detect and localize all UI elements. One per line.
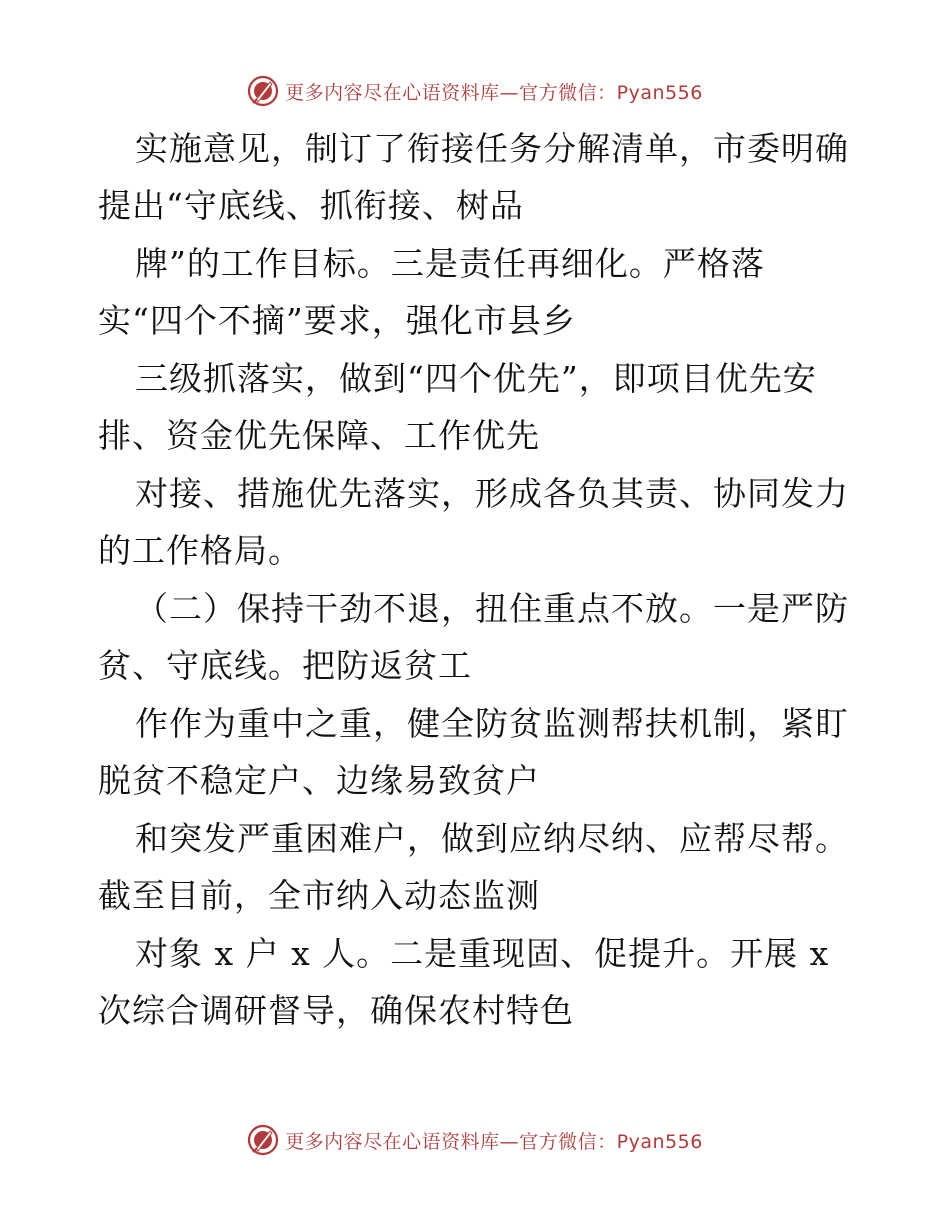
text-line: 截至目前，全市纳入动态监测 (98, 876, 540, 915)
text-line: 脱贫不稳定户、边缘易致贫户 (98, 761, 540, 800)
text-line: 的工作格局。 (98, 531, 302, 570)
text-line: 贫、守底线。把防返贫工 (98, 646, 472, 685)
text-line: 实“四个不摘”要求，强化市县乡 (98, 301, 576, 340)
text-line: 对接、措施优先落实，形成各负其责、协同发力 (135, 474, 849, 513)
text-line: 对象 x 户 x 人。二是重现固、促提升。开展 x (135, 934, 830, 973)
text-line: 牌”的工作目标。三是责任再细化。严格落 (135, 244, 765, 283)
text-line: 次综合调研督导，确保农村特色 (98, 991, 574, 1030)
text-line: 排、资金优先保障、工作优先 (98, 416, 540, 455)
text-line: 提出“守底线、抓衔接、树品 (98, 186, 524, 225)
quill-pen-logo-icon (247, 1124, 279, 1156)
watermark-text: 更多内容尽在心语资料库—官方微信：Pyan556 (285, 81, 703, 104)
text-line: 三级抓落实，做到“四个优先”，即项目优先安 (135, 359, 817, 398)
watermark-text: 更多内容尽在心语资料库—官方微信：Pyan556 (285, 1130, 703, 1153)
text-line: （二）保持干劲不退，扭住重点不放。一是严防 (135, 589, 849, 628)
footer-watermark (0, 1120, 950, 1160)
quill-pen-logo-icon (247, 75, 279, 107)
text-line: 和突发严重困难户，做到应纳尽纳、应帮尽帮。 (135, 819, 849, 858)
header-watermark (0, 71, 950, 111)
text-line: 实施意见，制订了衔接任务分解清单，市委明确 (135, 129, 849, 168)
text-line: 作作为重中之重，健全防贫监测帮扶机制，紧盯 (135, 704, 849, 743)
